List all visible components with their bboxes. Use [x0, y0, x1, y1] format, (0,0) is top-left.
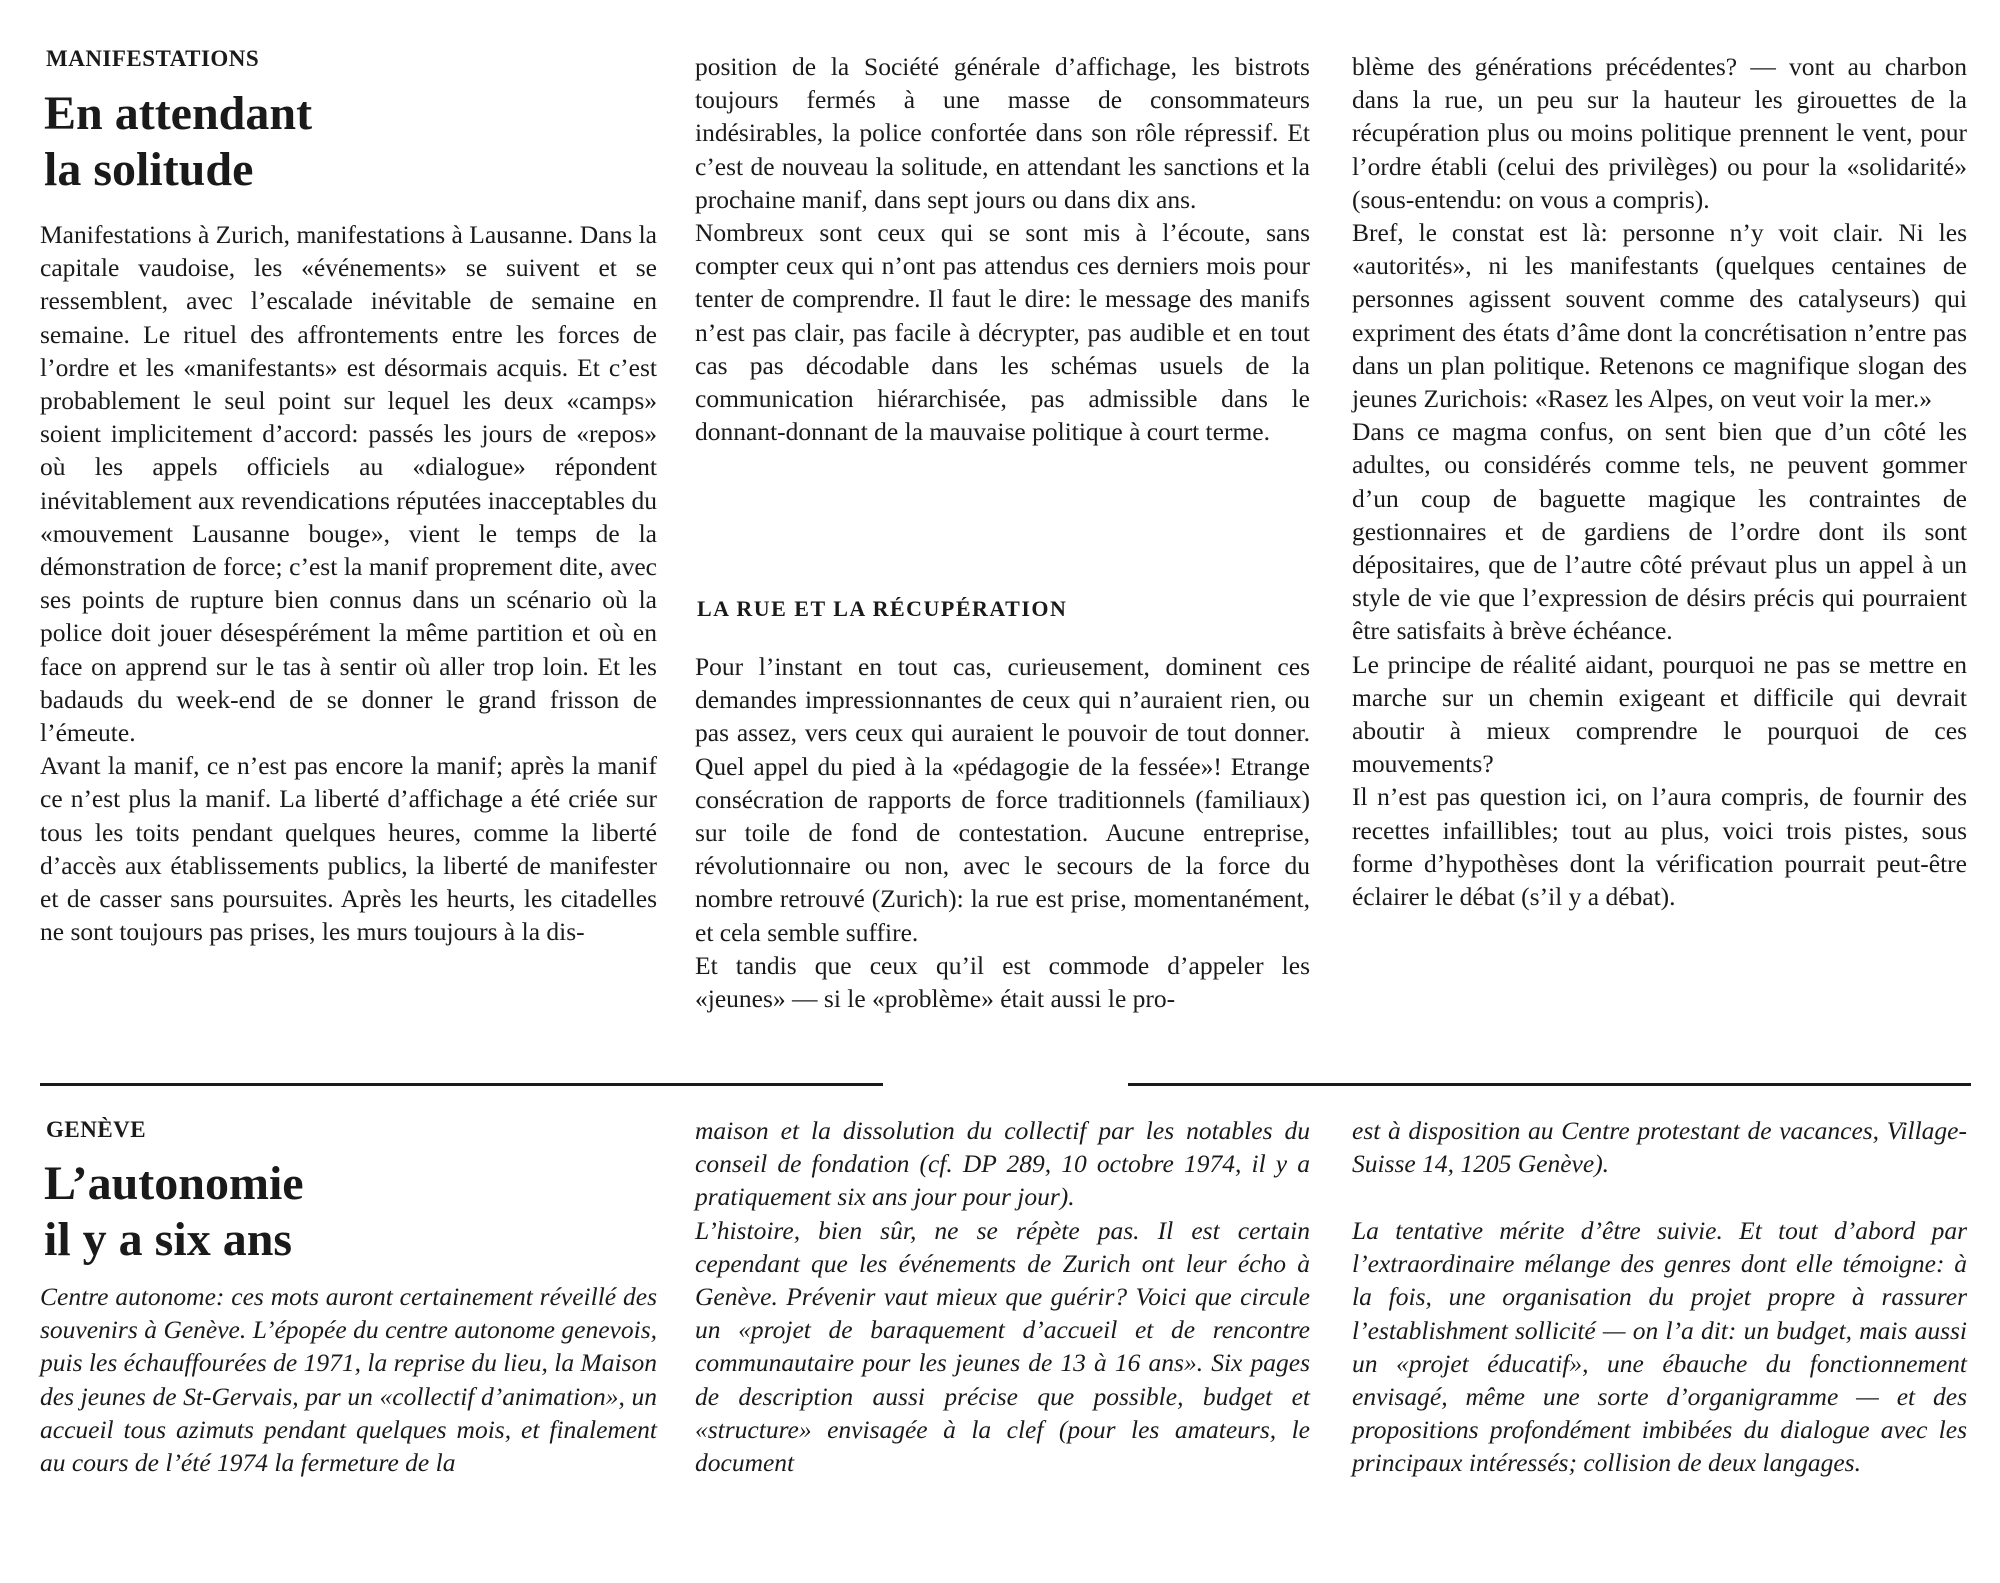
article1-column-2: [695, 50, 1310, 448]
paragraph: La tentative mérite d’être suivie. Et tout d’abord par l’extraordinaire mélange des genres dont elle témoigne: à la fois, une organisation du projet propre à rassurer l’establishment sollicité — on l’a dit: un budget, mais aussi un «projet éducatif», une ébauche du fonctionnement envisagé, même une sorte d’organigramme — et des propositions profondément imbibées du dialogue avec les principaux intéressés; collision de deux langages.: [1352, 1216, 1967, 1478]
article2-kicker: GENÈVE: [46, 1117, 147, 1142]
paragraph: blème des générations précédentes? — vont au charbon dans la rue, un peu sur la hauteur les girouettes de la récupération plus ou moins politique prennent le vent, pour l’ordre établi (celui des privilèges) ou pour la «solidarité» (sous-entendu: on vous a compris).: [1352, 52, 1967, 214]
article2-column-3: [1352, 1114, 1967, 1180]
article1-title: [44, 86, 312, 198]
article2-title: [44, 1156, 304, 1268]
paragraph: Centre autonome: ces mots auront certainement réveillé des souvenirs à Genève. L’épopée du centre autonome genevois, puis les échauffourées de 1971, la reprise du lieu, la Maison des jeunes de St-Gervais, par un «collectif d’animation», un accueil tous azimuts pendant quelques mois, et finalement au cours de l’été 1974 la fermeture de la: [40, 1282, 657, 1478]
paragraph: Nombreux sont ceux qui se sont mis à l’écoute, sans compter ceux qui n’ont pas attendus ces derniers mois pour tenter de comprendre. Il faut le dire: le message des manifs n’est pas clair, pas facile à décrypter, pas audible et en tout cas pas décodable dans les schémas usuels de la communication hiérarchisée, pas admissible dans le donnant-donnant de la mauvaise politique à court terme.: [695, 218, 1310, 447]
article1-title-line1: En attendant: [44, 87, 313, 140]
section-divider-left: [40, 1083, 883, 1086]
paragraph: Le principe de réalité aidant, pourquoi ne pas se mettre en marche sur un chemin exigeant et difficile qui devrait aboutir à mieux comprendre le pourquoi de ces mouvements?: [1352, 649, 1967, 779]
article2-column-3-continued: [1352, 1214, 1967, 1480]
article1-title-line2: la solitude: [44, 143, 254, 196]
article1-kicker: MANIFESTATIONS: [46, 46, 260, 71]
paragraph: est à disposition au Centre protestant de vacances, Village-Suisse 14, 1205 Genève).: [1352, 1116, 1967, 1179]
section-subheading: LA RUE ET LA RÉCUPÉRATION: [697, 596, 1068, 621]
paragraph: Avant la manif, ce n’est pas encore la manif; après la manif ce n’est plus la manif. La liberté d’affichage a été criée sur tous les toits pendant quelques heures, comme la liberté d’accès aux établissements publics, la liberté de manifester et de casser sans poursuites. Après les heurts, les citadelles ne sont toujours pas prises, les murs toujours à la dis-: [40, 751, 657, 947]
article1-column-3: [1352, 50, 1967, 913]
article2-title-line2: il y a six ans: [44, 1213, 293, 1266]
paragraph: Il n’est pas question ici, on l’aura compris, de fournir des recettes infaillibles; tout au plus, voici trois pistes, sous forme d’hypothèses dont la vérification pourrait peut-être éclairer le débat (s’il y a débat).: [1352, 782, 1967, 912]
paragraph: Dans ce magma confus, on sent bien que d’un côté les adultes, ou considérés comme tels, ne peuvent gommer d’un coup de baguette magique les contraintes de gestionnaires et de gardiens de l’ordre dont ils sont dépositaires, que de l’autre côté prévaut plus un appel à un style de vie que l’expression de désirs précis qui pourraient être satisfaits à brève échéance.: [1352, 417, 1967, 646]
paragraph: L’histoire, bien sûr, ne se répète pas. Il est certain cependant que les événements de Zurich ont leur écho à Genève. Prévenir vaut mieux que guérir? Voici que circule un «projet de baraquement d’accueil et de rencontre communautaire pour les jeunes de 13 à 16 ans». Six pages de description aussi précise que possible, budget et «structure» envisagée à la clef (pour les amateurs, le document: [695, 1215, 1310, 1478]
paragraph: Pour l’instant en tout cas, curieusement, dominent ces demandes impressionnantes de ceux qui n’auraient rien, ou pas assez, vers ceux qui auraient le pouvoir de tout donner. Quel appel du pied à la «pédagogie de la fessée»! Etrange consécration de rapports de force traditionnels (familiaux) sur toile de fond de contestation. Aucune entreprise, révolutionnaire ou non, avec le secours de la force du nombre retrouvé (Zurich): la rue est prise, momentanément, et cela semble suffire.: [695, 652, 1310, 947]
paragraph: maison et la dissolution du collectif par les notables du conseil de fondation (cf. DP 289, 10 octobre 1974, il y a pratiquement six ans jour pour jour).: [695, 1116, 1310, 1212]
paragraph: Manifestations à Zurich, manifestations à Lausanne. Dans la capitale vaudoise, les «événements» se suivent et se ressemblent, avec l’escalade inévitable de semaine en semaine. Le rituel des affrontements entre les forces de l’ordre et les «manifestants» est désormais acquis. Et c’est probablement le seul point sur lequel les deux «camps» soient implicitement d’accord: passés les jours de «repos» où les appels officiels au «dialogue» répondent inévitablement aux revendications réputées inacceptables du «mouvement Lausanne bouge», vient le temps de la démonstration de force; c’est la manif proprement dite, avec ses points de rupture bien connus dans un scénario où la police doit jouer désespérément la même partition et où en face on apprend sur le tas à sentir où aller trop loin. Et les badauds du week-end de se donner le grand frisson de l’émeute.: [40, 220, 657, 748]
paragraph: Et tandis que ceux qu’il est commode d’appeler les «jeunes» — si le «problème» était aussi le pro-: [695, 950, 1310, 1014]
paragraph: Bref, le constat est là: personne n’y voit clair. Ni les «autorités», ni les manifestants (quelques centaines de personnes agissent souvent comme des catalyseurs) qui expriment des états d’âme dont la concrétisation n’entre pas dans un plan politique. Retenons ce magnifique slogan des jeunes Zurichois: «Rasez les Alpes, on veut voir la mer.»: [1352, 218, 1967, 414]
paragraph: position de la Société générale d’affichage, les bistrots toujours fermés à une masse de consommateurs indésirables, la police confortée dans son rôle répressif. Et c’est de nouveau la solitude, en attendant les sanctions et la prochaine manif, dans sept jours ou dans dix ans.: [695, 52, 1310, 214]
article1-column-1: [40, 218, 657, 948]
article2-column-1: [40, 1280, 657, 1479]
article2-column-2: [695, 1114, 1310, 1479]
article1-column-2-continued: [695, 650, 1310, 1015]
article2-title-line1: L’autonomie: [44, 1157, 304, 1210]
section-divider-right: [1128, 1083, 1971, 1086]
